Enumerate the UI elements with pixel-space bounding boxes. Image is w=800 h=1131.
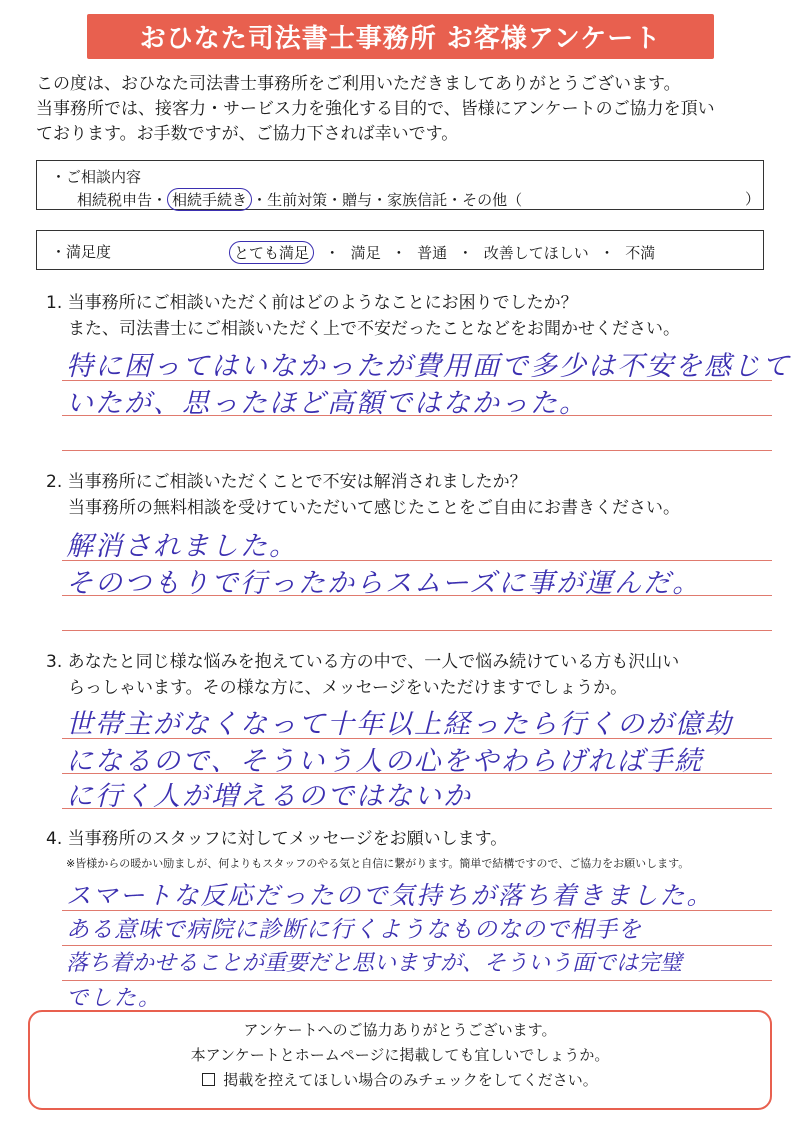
option-satisfied[interactable]: 満足 (350, 244, 381, 262)
option-inheritance-tax[interactable]: 相続税申告 (77, 191, 153, 209)
thanks-line: アンケートへのご協力ありがとうございます。 (243, 1021, 557, 1039)
answer-3-line: になるので、そういう人の心をやわらげれば手続 (66, 746, 704, 777)
option-neutral[interactable]: 普通 (417, 244, 448, 262)
answer-2-line: 解消されました。 (66, 531, 298, 562)
answer-4-line: 落ち着かせることが重要だと思いますが、そういう面では完璧 (66, 951, 683, 976)
option-other[interactable]: その他（ (462, 191, 523, 209)
publish-consent (30, 1068, 770, 1093)
question-1 (46, 290, 680, 342)
answer-4-line: スマートな反応だったので気持ちが落ち着きました。 (66, 881, 714, 910)
answer-2-line: そのつもりで行ったからスムーズに事が運んだ。 (66, 568, 702, 599)
intro-line: ております。お手数ですが、ご協力下されば幸いです。 (36, 124, 459, 144)
consult-content-box (36, 160, 764, 210)
question-line: また、司法書士にご相談いただく上で不安だったことなどをお聞かせください。 (68, 319, 680, 339)
page-title: おひなた司法書士事務所 お客様アンケート (139, 24, 662, 54)
question-line: 2. 当事務所にご相談いただくことで不安は解消されましたか？ (46, 472, 527, 492)
option-gift[interactable]: 贈与 (342, 191, 373, 209)
question-line: 1. 当事務所にご相談いただく前はどのようなことにお困りでしたか？ (46, 293, 578, 313)
answer-3-line: 世帯主がなくなって十年以上経ったら行くのが億劫 (66, 709, 733, 740)
question-line: 3. あなたと同じ様な悩みを抱えている方の中で、一人で悩み続けている方も沢山い (46, 652, 680, 672)
question-line: らっしゃいます。その様な方に、メッセージをいただけますでしょうか。 (68, 678, 628, 698)
other-close-paren: ） (745, 190, 761, 208)
answer-1-line: いたが、思ったほど高額ではなかった。 (66, 388, 588, 419)
question-3 (46, 649, 679, 701)
answer-3-line: に行く人が増えるのではないか (66, 781, 472, 812)
thanks-line: 本アンケートとホームページに掲載しても宜しいでしょうか。 (190, 1046, 610, 1064)
satisfaction-box (36, 230, 764, 270)
publish-opt-out-checkbox[interactable] (202, 1073, 215, 1086)
answer-1-line: 特に困ってはいなかったが費用面で多少は不安を感じて (66, 351, 791, 382)
question-4-note: ※皆様からの暖かい励ましが、何よりもスタッフのやる気と自信に繋がります。簡単で結構ですので、ご協力をお願いします。 (66, 857, 690, 870)
question-2 (46, 469, 680, 521)
intro-line: この度は、おひなた司法書士事務所をご利用いただきましてありがとうございます。 (36, 74, 681, 94)
option-estate-planning[interactable]: 生前対策 (267, 191, 328, 209)
option-very-satisfied[interactable]: とても満足 (229, 241, 314, 264)
question-line: 当事務所の無料相談を受けていただいて感じたことをご自由にお書きください。 (68, 498, 680, 518)
question-line: 4. 当事務所のスタッフに対してメッセージをお願いします。 (46, 829, 508, 849)
intro-line: 当事務所では、接客力・サービス力を強化する目的で、皆様にアンケートのご協力を頂い (36, 99, 715, 119)
consult-options: 相続税申告・ 相続手続き ・生前対策・贈与・家族信託・その他（ (77, 188, 522, 211)
title-banner (87, 14, 714, 59)
thanks-box (28, 1010, 772, 1110)
consult-label: ・ご相談内容 (51, 168, 142, 186)
satisfaction-label: ・満足度 (51, 243, 112, 261)
question-4 (46, 826, 507, 852)
answer-4-line: でした。 (66, 986, 163, 1011)
option-inheritance-procedure[interactable]: 相続手続き (167, 188, 252, 211)
publish-opt-out-label: 掲載を控えてほしい場合のみチェックをしてください。 (223, 1071, 598, 1089)
intro-text (36, 72, 776, 147)
satisfaction-options: とても満足 ・ 満足 ・ 普通 ・ 改善してほしい ・ 不満 (229, 241, 655, 264)
option-needs-improvement[interactable]: 改善してほしい (483, 244, 589, 262)
option-dissatisfied[interactable]: 不満 (625, 244, 656, 262)
answer-4-line: ある意味で病院に診断に行くようなものなので相手を (66, 917, 642, 943)
option-family-trust[interactable]: 家族信託 (387, 191, 448, 209)
